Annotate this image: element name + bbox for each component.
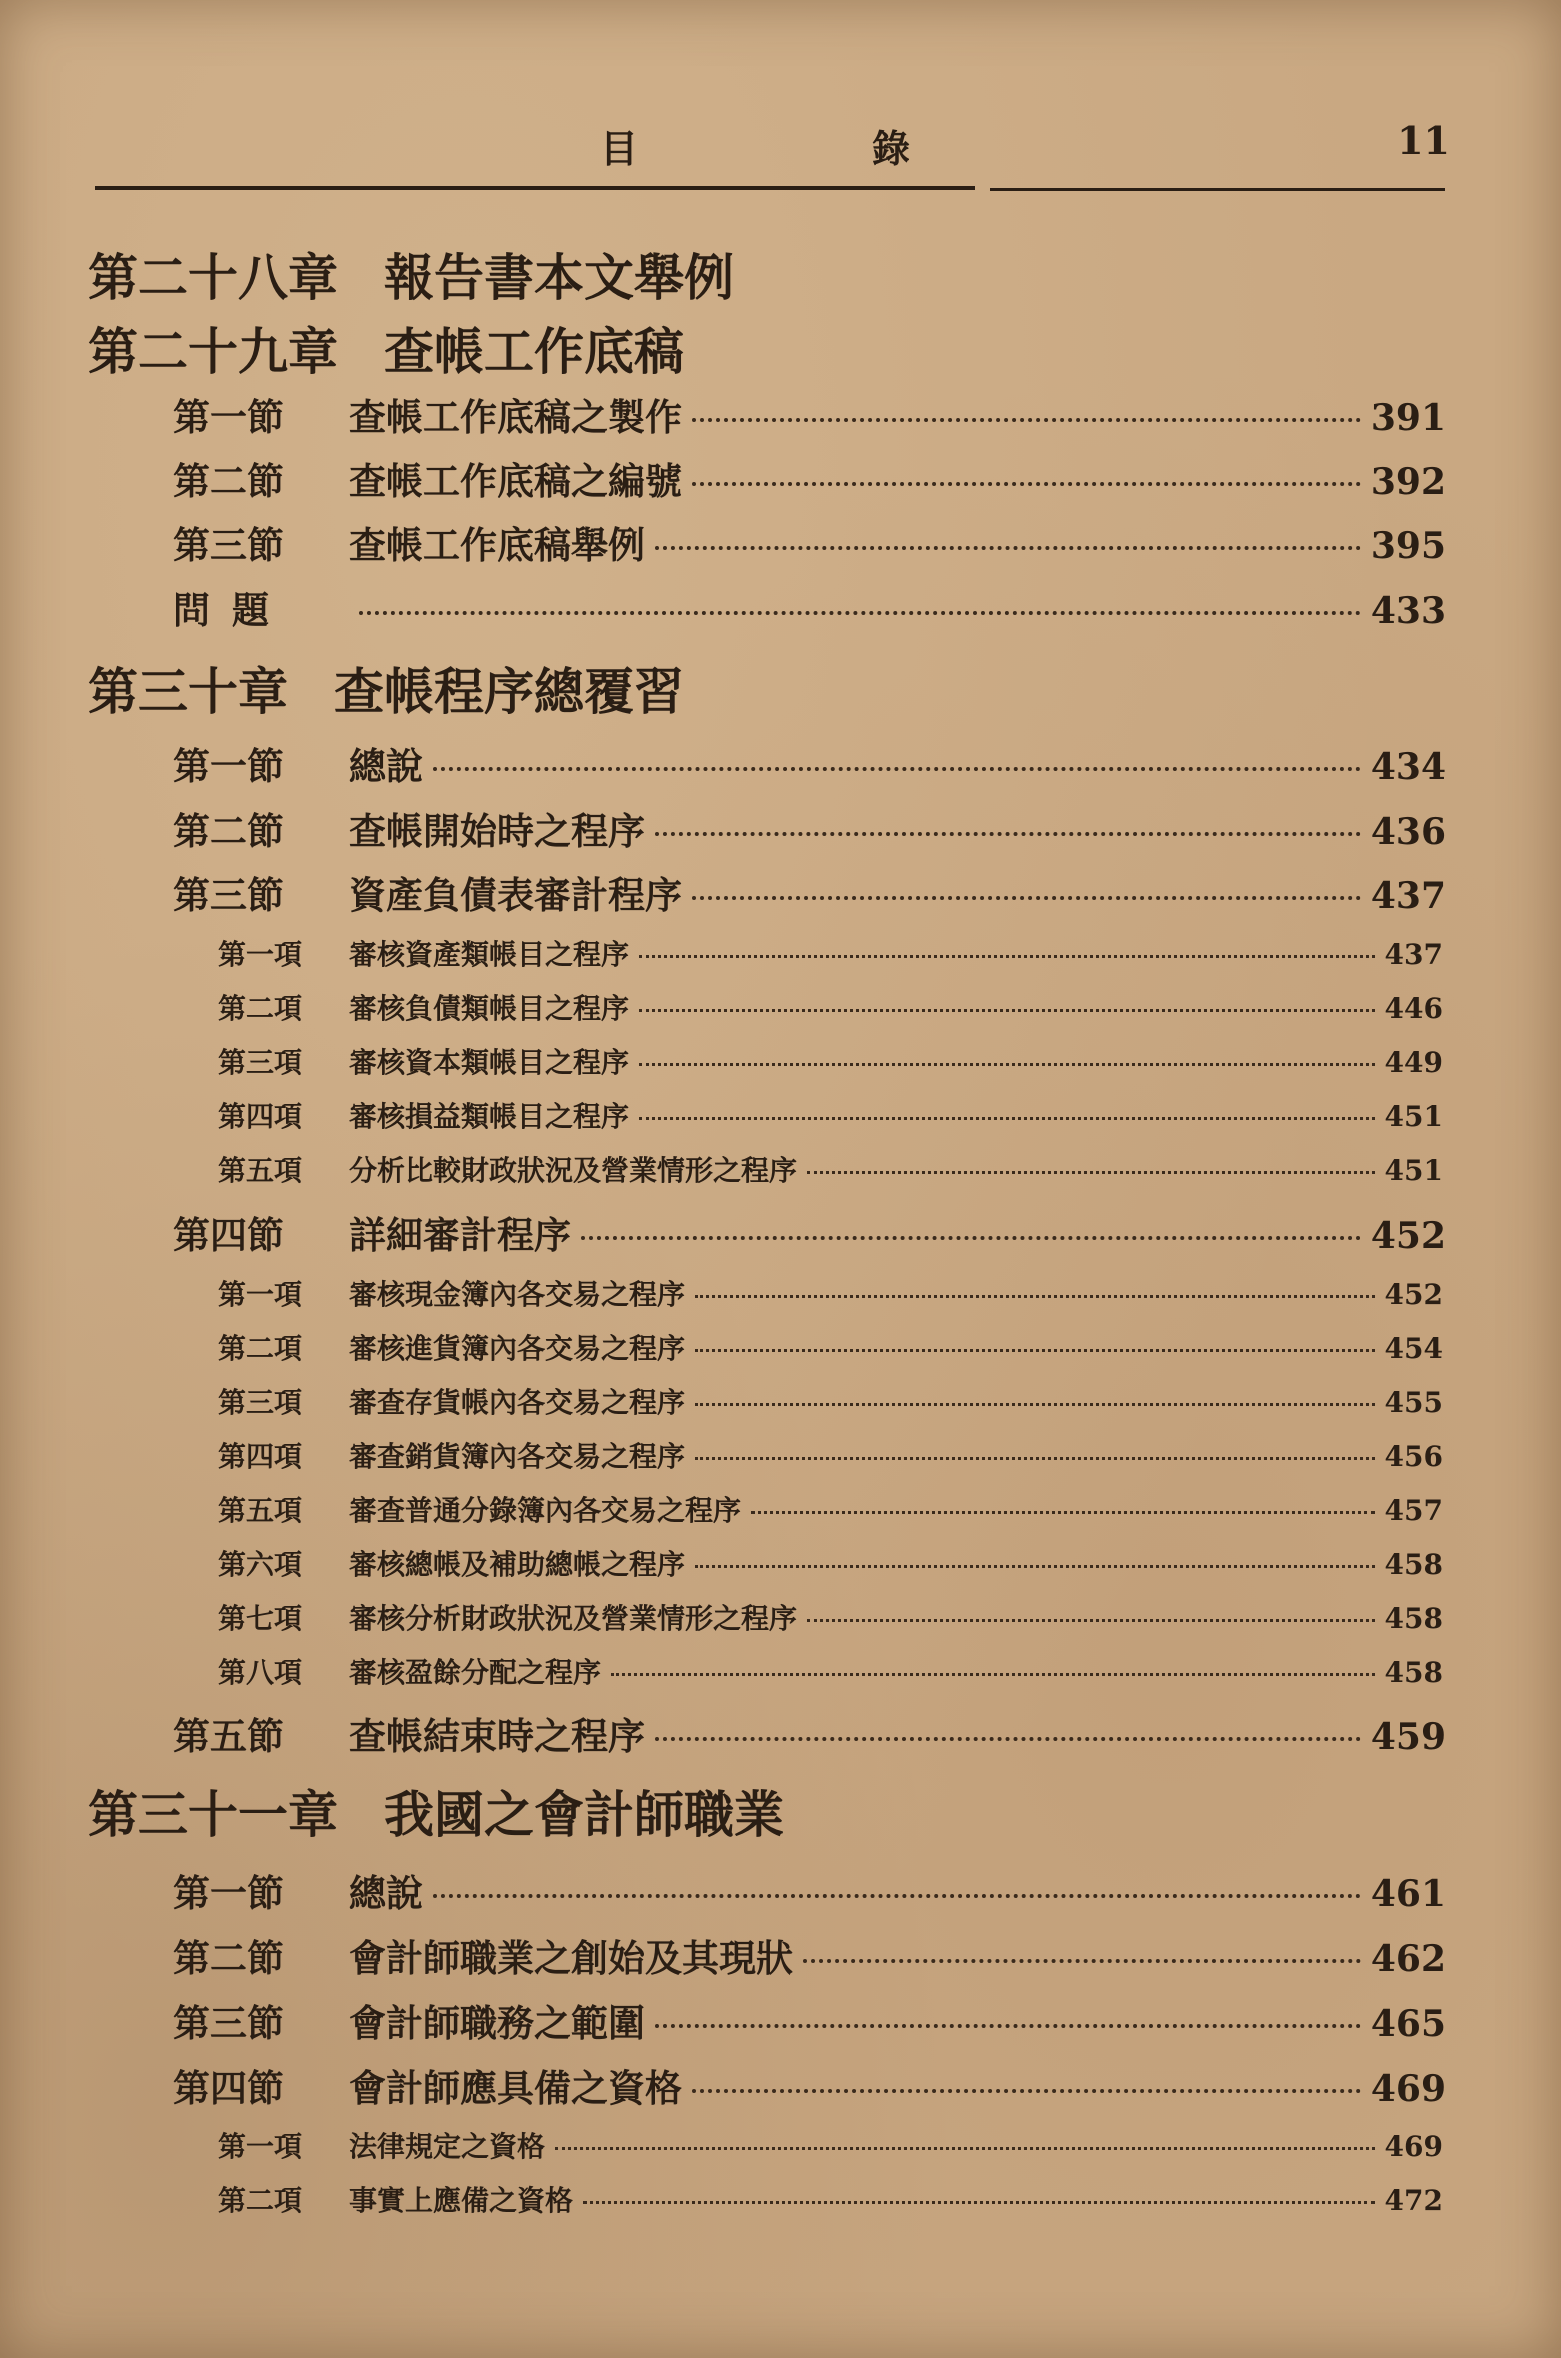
section-label: 第一節	[173, 395, 284, 439]
item-label: 第二項	[218, 2184, 303, 2217]
toc-item[interactable]	[218, 933, 1443, 973]
section-title: 查帳開始時之程序	[349, 809, 645, 853]
page-number: 437	[1384, 938, 1443, 971]
dot-leader	[692, 896, 1361, 900]
dot-leader	[433, 767, 1361, 771]
toc-item[interactable]	[218, 1489, 1443, 1529]
toc-section[interactable]	[173, 1863, 1446, 1917]
dot-leader	[751, 1511, 1375, 1514]
section-title: 查帳工作底稿之編號	[349, 459, 682, 503]
item-label: 第一項	[218, 938, 303, 971]
toc-item[interactable]	[218, 1543, 1443, 1583]
page-number: 452	[1384, 1278, 1443, 1311]
page-number: 459	[1370, 1716, 1446, 1758]
item-label: 第四項	[218, 1100, 303, 1133]
toc-item[interactable]	[218, 987, 1443, 1027]
page-number: 434	[1370, 746, 1446, 788]
toc-section[interactable]	[173, 1706, 1446, 1760]
item-label: 第三項	[218, 1046, 303, 1079]
item-label: 第二項	[218, 1332, 303, 1365]
toc-item[interactable]	[218, 2179, 1443, 2219]
toc-section[interactable]	[173, 2058, 1446, 2112]
page-number: 392	[1370, 461, 1446, 503]
dot-leader	[639, 955, 1375, 958]
chapter-title: 查帳程序總覆習	[334, 662, 684, 721]
section-title: 資產負債表審計程序	[349, 873, 682, 917]
dot-leader	[803, 1959, 1361, 1963]
section-label: 問題	[173, 588, 291, 632]
page-number: 456	[1384, 1440, 1443, 1473]
page-number: 437	[1370, 875, 1446, 917]
toc-item[interactable]	[218, 1327, 1443, 1367]
chapter-29[interactable]	[88, 312, 684, 384]
section-label: 第二節	[173, 459, 284, 503]
header-title-lu: 錄	[872, 126, 913, 171]
item-label: 第四項	[218, 1440, 303, 1473]
toc-item[interactable]	[218, 1041, 1443, 1081]
dot-leader	[639, 1063, 1375, 1066]
section-title: 查帳工作底稿之製作	[349, 395, 682, 439]
toc-section[interactable]	[173, 801, 1446, 855]
chapter-label: 第二十八章	[88, 248, 338, 307]
item-label: 第二項	[218, 992, 303, 1025]
dot-leader	[555, 2147, 1375, 2150]
page-number: 451	[1384, 1100, 1443, 1133]
page-number: 472	[1384, 2184, 1443, 2217]
dot-leader	[807, 1619, 1375, 1622]
section-title: 總說	[349, 744, 423, 788]
dot-leader	[692, 418, 1361, 422]
dot-leader	[639, 1009, 1375, 1012]
dot-leader	[655, 546, 1361, 550]
page-number: 458	[1384, 1548, 1443, 1581]
section-label: 第二節	[173, 1936, 284, 1980]
toc-section[interactable]	[173, 451, 1446, 505]
section-title: 會計師職業之創始及其現狀	[349, 1936, 793, 1980]
page-number: 458	[1384, 1602, 1443, 1635]
toc-item[interactable]	[218, 1273, 1443, 1313]
section-title: 總說	[349, 1871, 423, 1915]
item-label: 第七項	[218, 1602, 303, 1635]
chapter-title: 報告書本文舉例	[384, 248, 734, 307]
section-label: 第三節	[173, 873, 284, 917]
page-number: 436	[1370, 811, 1446, 853]
item-label: 第一項	[218, 1278, 303, 1311]
item-title: 審查普通分錄簿內各交易之程序	[349, 1494, 742, 1527]
item-title: 事實上應備之資格	[349, 2184, 574, 2217]
dot-leader	[359, 611, 1361, 615]
item-title: 審核盈餘分配之程序	[349, 1656, 602, 1689]
chapter-title: 我國之會計師職業	[384, 1785, 784, 1844]
chapter-28[interactable]	[88, 238, 734, 310]
toc-item[interactable]	[218, 1597, 1443, 1637]
toc-item[interactable]	[218, 1149, 1443, 1189]
page-number: 391	[1370, 397, 1446, 439]
item-title: 審查存貨帳內各交易之程序	[349, 1386, 686, 1419]
dot-leader	[807, 1171, 1375, 1174]
page-number: 433	[1370, 590, 1446, 632]
page-number: 465	[1370, 2003, 1446, 2045]
toc-item[interactable]	[218, 2125, 1443, 2165]
item-title: 審核資產類帳目之程序	[349, 938, 630, 971]
item-label: 第三項	[218, 1386, 303, 1419]
toc-item[interactable]	[218, 1651, 1443, 1691]
page-number: 469	[1370, 2068, 1446, 2110]
section-title: 會計師職務之範圍	[349, 2001, 645, 2045]
item-title: 審核進貨簿內各交易之程序	[349, 1332, 686, 1365]
page-number: 457	[1384, 1494, 1443, 1527]
toc-section[interactable]	[173, 515, 1446, 569]
section-label: 第四節	[173, 1213, 284, 1257]
toc-section[interactable]	[173, 736, 1446, 790]
page-number: 462	[1370, 1938, 1446, 1980]
chapter-title: 查帳工作底稿	[384, 322, 684, 381]
section-title: 查帳工作底稿舉例	[349, 523, 645, 567]
toc-section[interactable]	[173, 1928, 1446, 1982]
item-label: 第一項	[218, 2130, 303, 2163]
page-number: 455	[1384, 1386, 1443, 1419]
page-number: 469	[1384, 2130, 1443, 2163]
dot-leader	[695, 1565, 1375, 1568]
chapter-label: 第二十九章	[88, 322, 338, 381]
section-label: 第四節	[173, 2066, 284, 2110]
chapter-31[interactable]	[88, 1775, 784, 1847]
header-page-number: 11	[1397, 118, 1450, 163]
section-label: 第一節	[173, 744, 284, 788]
item-label: 第五項	[218, 1154, 303, 1187]
section-title: 查帳結束時之程序	[349, 1714, 645, 1758]
item-title: 審核分析財政狀況及營業情形之程序	[349, 1602, 798, 1635]
toc-section[interactable]	[173, 865, 1446, 919]
chapter-label: 第三十一章	[88, 1785, 338, 1844]
item-title: 審核現金簿內各交易之程序	[349, 1278, 686, 1311]
item-label: 第六項	[218, 1548, 303, 1581]
section-label: 第一節	[173, 1871, 284, 1915]
section-label: 第三節	[173, 523, 284, 567]
header-title-mu: 目	[600, 126, 641, 171]
dot-leader	[692, 2089, 1361, 2093]
toc-section-questions[interactable]	[173, 580, 1446, 634]
chapter-label: 第三十章	[88, 662, 288, 721]
page-number: 395	[1370, 525, 1446, 567]
page-number: 454	[1384, 1332, 1443, 1365]
item-title: 審核負債類帳目之程序	[349, 992, 630, 1025]
dot-leader	[655, 1737, 1361, 1741]
section-label: 第二節	[173, 809, 284, 853]
item-title: 審核資本類帳目之程序	[349, 1046, 630, 1079]
dot-leader	[655, 832, 1361, 836]
page-number: 452	[1370, 1215, 1446, 1257]
page-number: 461	[1370, 1873, 1446, 1915]
item-title: 審核損益類帳目之程序	[349, 1100, 630, 1133]
section-title: 詳細審計程序	[349, 1213, 571, 1257]
item-title: 法律規定之資格	[349, 2130, 546, 2163]
page-number: 458	[1384, 1656, 1443, 1689]
page-number: 446	[1384, 992, 1443, 1025]
dot-leader	[581, 1236, 1361, 1240]
toc-section[interactable]	[173, 1993, 1446, 2047]
dot-leader	[692, 482, 1361, 486]
toc-section[interactable]	[173, 1205, 1446, 1259]
section-label: 第五節	[173, 1714, 284, 1758]
item-label: 第八項	[218, 1656, 303, 1689]
item-title: 審查銷貨簿內各交易之程序	[349, 1440, 686, 1473]
page-number: 449	[1384, 1046, 1443, 1079]
item-label: 第五項	[218, 1494, 303, 1527]
chapter-30[interactable]	[88, 652, 684, 724]
section-label: 第三節	[173, 2001, 284, 2045]
toc-section[interactable]	[173, 387, 1446, 441]
dot-leader	[695, 1349, 1375, 1352]
dot-leader	[655, 2024, 1361, 2028]
dot-leader	[695, 1403, 1375, 1406]
dot-leader	[695, 1295, 1375, 1298]
section-title: 會計師應具備之資格	[349, 2066, 682, 2110]
toc-item[interactable]	[218, 1435, 1443, 1475]
dot-leader	[639, 1117, 1375, 1120]
dot-leader	[695, 1457, 1375, 1460]
item-title: 審核總帳及補助總帳之程序	[349, 1548, 686, 1581]
dot-leader	[433, 1894, 1361, 1898]
dot-leader	[611, 1673, 1375, 1676]
page-number: 451	[1384, 1154, 1443, 1187]
dot-leader	[583, 2201, 1375, 2204]
toc-item[interactable]	[218, 1381, 1443, 1421]
toc-item[interactable]	[218, 1095, 1443, 1135]
item-title: 分析比較財政狀況及營業情形之程序	[349, 1154, 798, 1187]
